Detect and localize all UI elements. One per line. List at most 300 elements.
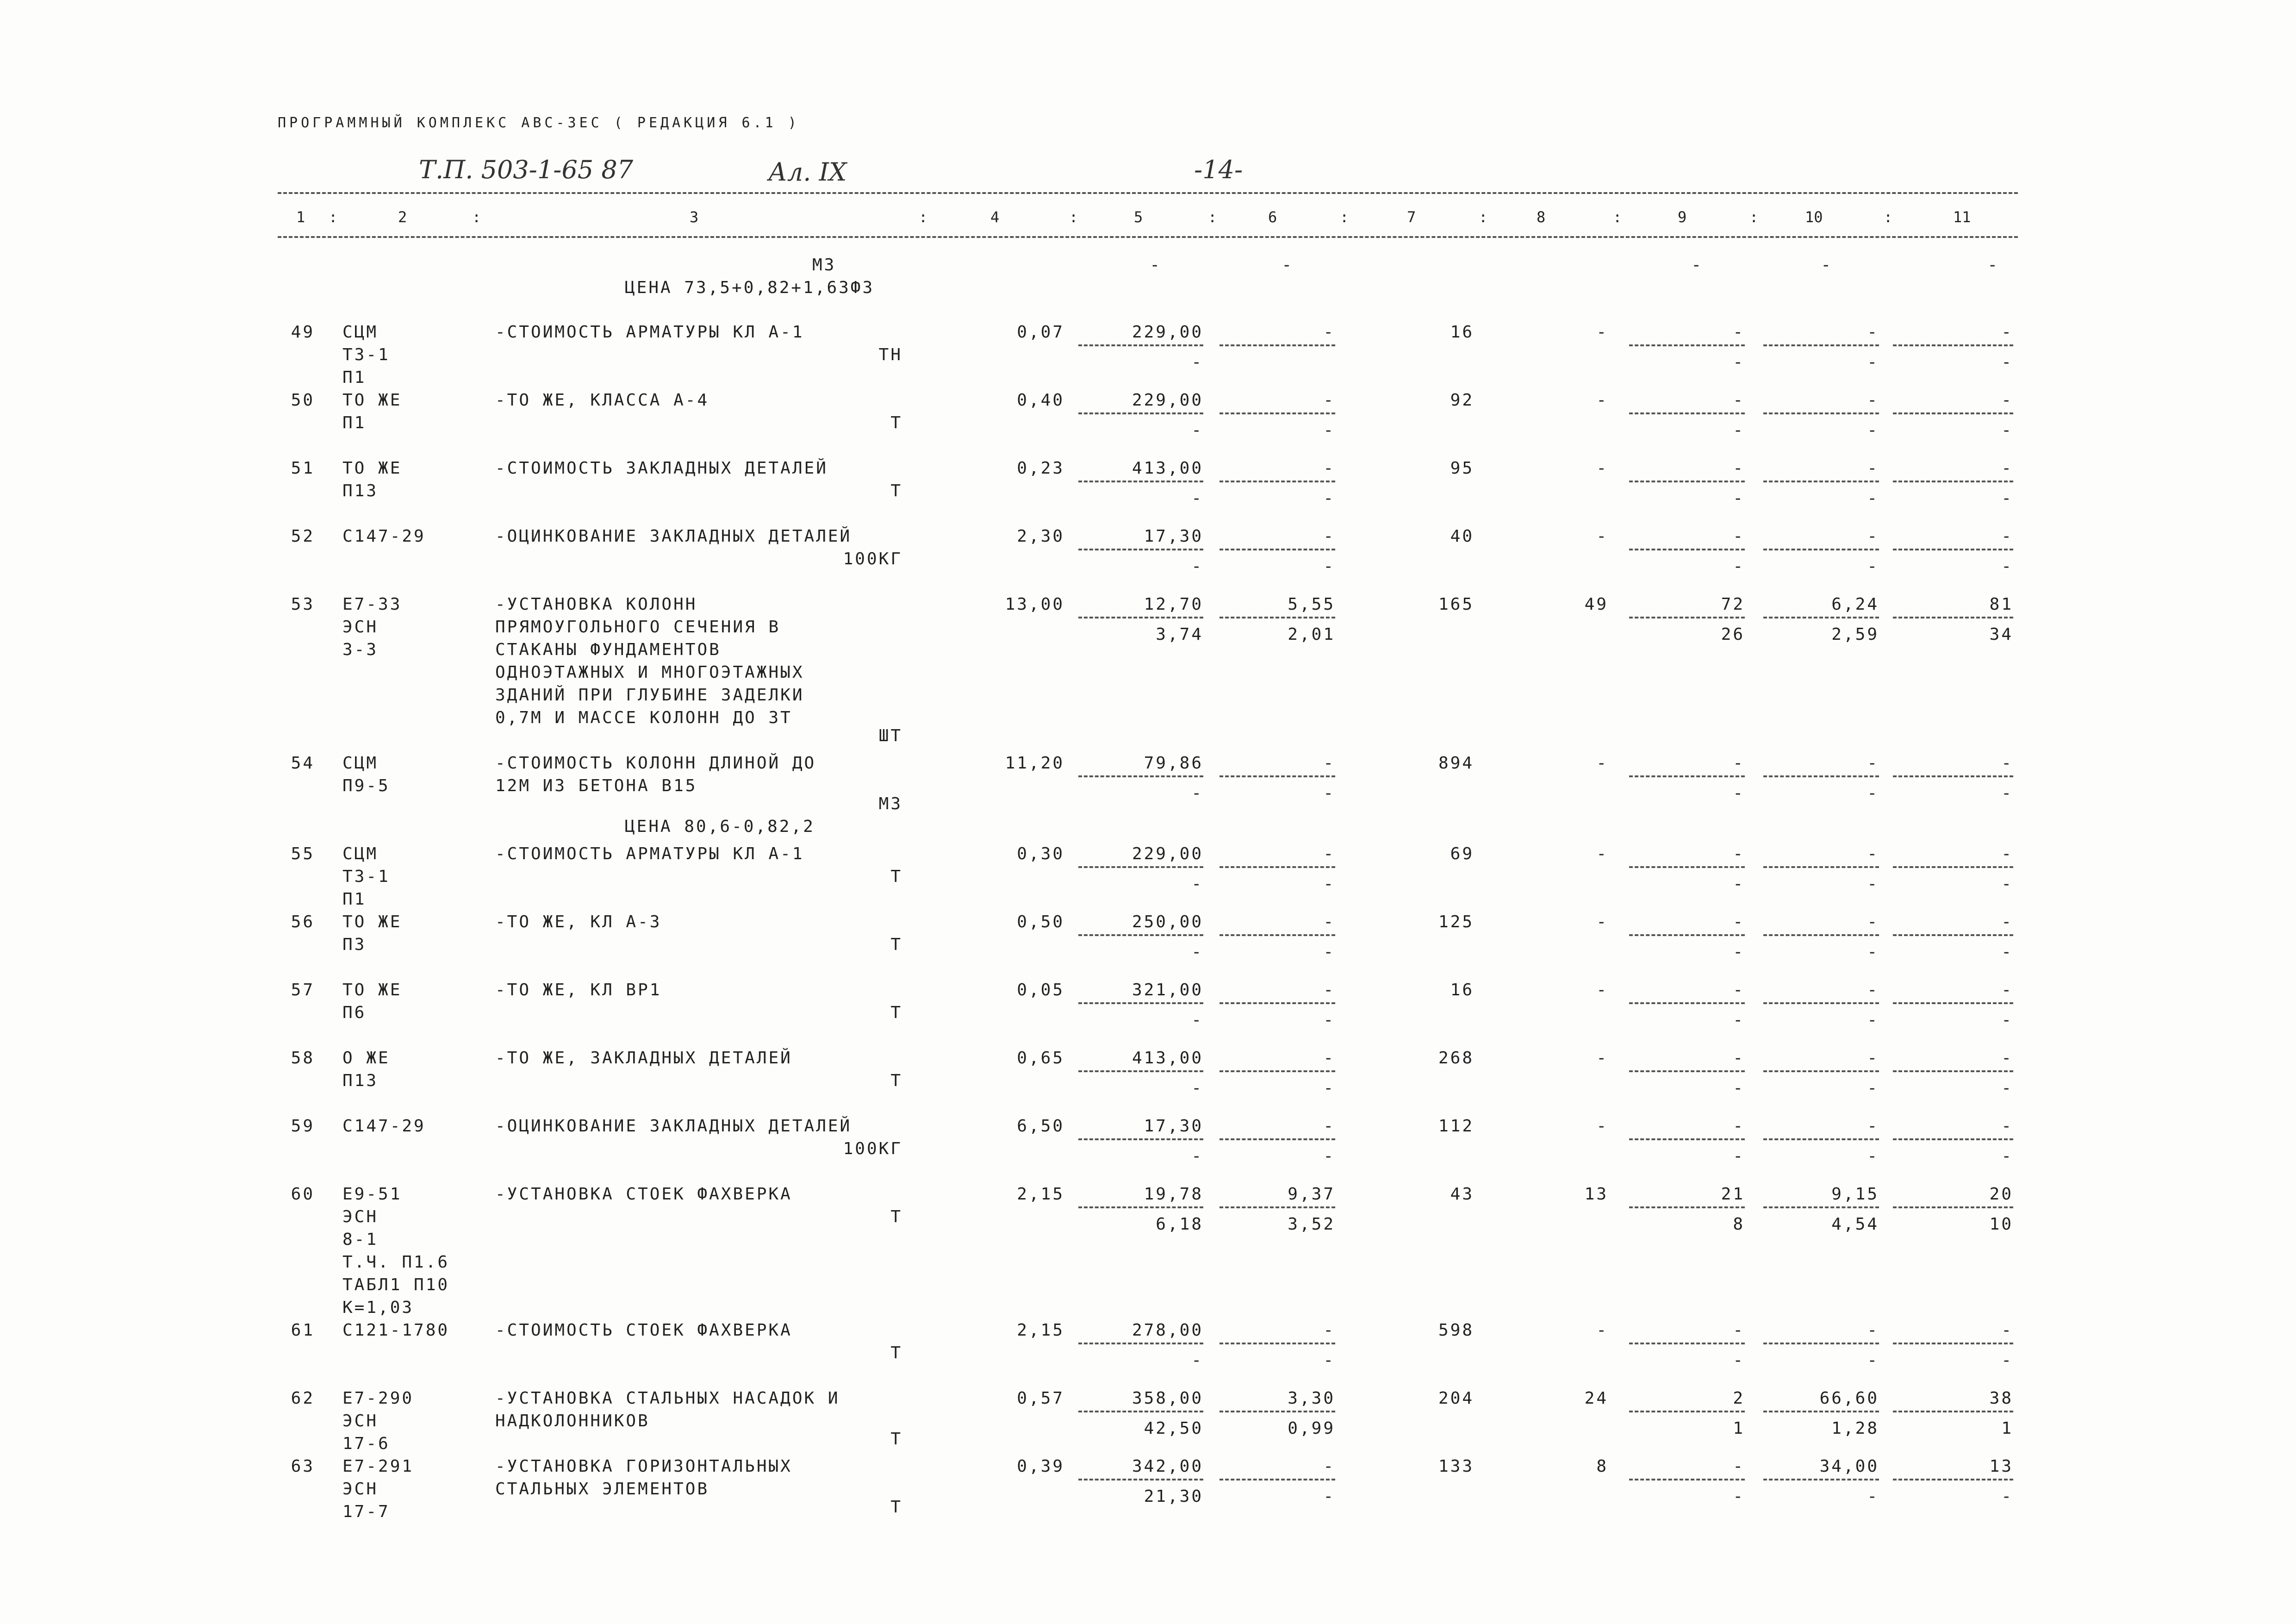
machine-cost-sub: - [1733, 874, 1745, 893]
dashed-rule [1893, 1206, 2013, 1208]
total-cost: 95 [1450, 459, 1474, 478]
labor-unit-sub: - [1867, 1487, 1879, 1506]
dashed-rule [1220, 1479, 1335, 1480]
unit-wage: - [1323, 1321, 1335, 1340]
unit-cost: 342,00 [1132, 1457, 1203, 1476]
column-header-3: 3 [690, 208, 699, 226]
labor-unit: 6,24 [1831, 595, 1879, 614]
rate-code: СЦМ [342, 323, 379, 342]
work-description: -СТОИМОСТЬ КОЛОНН ДЛИНОЙ ДО [495, 754, 816, 773]
rate-code: ТАБЛ1 П10 [342, 1275, 450, 1294]
column-header-9: 9 [1678, 208, 1687, 226]
dashed-rule [1763, 344, 1879, 346]
dashed-rule [1629, 775, 1745, 777]
column-header-11: 11 [1953, 208, 1971, 226]
labor-total: 38 [1989, 1389, 2013, 1408]
carry-unit: М3 [812, 256, 836, 275]
labor-total: 20 [1989, 1185, 2013, 1204]
labor-unit-sub: 1,28 [1831, 1419, 1879, 1438]
dashed-rule [1893, 412, 2013, 414]
unit-cost: 19,78 [1144, 1185, 1203, 1204]
dashed-rule [1763, 866, 1879, 868]
unit-wage-sub: 0,99 [1288, 1419, 1335, 1438]
labor-unit-sub: - [1867, 1011, 1879, 1030]
unit-wage: - [1323, 981, 1335, 999]
labor-unit: - [1867, 844, 1879, 863]
dashed-rule [1629, 549, 1745, 550]
dashed-rule [1078, 1411, 1203, 1412]
rate-code: П9-5 [342, 776, 390, 795]
rate-code: К=1,03 [342, 1298, 414, 1317]
dashed-rule [1629, 481, 1745, 482]
dashed-rule [1220, 934, 1335, 936]
machine-cost-sub: - [1733, 557, 1745, 576]
rate-code: Е7-33 [342, 595, 402, 614]
dashed-rule [1893, 934, 2013, 936]
carry-col11: - [1987, 256, 1999, 275]
machine-cost-sub: - [1733, 1487, 1745, 1506]
total-wage: 13 [1584, 1185, 1608, 1204]
work-description: -УСТАНОВКА ГОРИЗОНТАЛЬНЫХ [495, 1457, 792, 1476]
rate-code: П1 [342, 368, 367, 387]
unit-cost-sub: - [1191, 421, 1203, 440]
dashed-rule [1078, 1343, 1203, 1344]
quantity: 6,50 [1017, 1117, 1064, 1136]
column-separator: : [1884, 208, 1893, 226]
labor-unit-sub: 4,54 [1831, 1215, 1879, 1234]
rate-code: С121-1780 [342, 1321, 450, 1340]
labor-total-sub: - [2001, 784, 2013, 803]
total-wage: - [1596, 1049, 1608, 1068]
total-cost: 894 [1438, 754, 1474, 773]
dashed-rule [1629, 1411, 1745, 1412]
labor-total-sub: - [2001, 421, 2013, 440]
unit-wage-sub: - [1323, 874, 1335, 893]
measure-unit: Т [890, 1498, 902, 1517]
rate-code: ЭСН [342, 618, 379, 637]
total-wage: - [1596, 391, 1608, 410]
labor-total: - [2001, 912, 2013, 931]
rate-code: 3-3 [342, 640, 379, 659]
unit-wage: - [1323, 323, 1335, 342]
total-wage: 24 [1584, 1389, 1608, 1408]
dashed-rule [1220, 1070, 1335, 1072]
rate-code: Е9-51 [342, 1185, 402, 1204]
quantity: 0,30 [1017, 844, 1064, 863]
unit-wage-sub: - [1323, 421, 1335, 440]
quantity: 0,57 [1017, 1389, 1064, 1408]
labor-unit-sub: - [1867, 784, 1879, 803]
machine-cost-sub: 1 [1733, 1419, 1745, 1438]
unit-wage: - [1323, 459, 1335, 478]
machine-cost: 2 [1733, 1389, 1745, 1408]
measure-unit: Т [890, 1207, 902, 1226]
unit-cost-sub: - [1191, 1351, 1203, 1370]
labor-unit-sub: - [1867, 874, 1879, 893]
rate-code: ЭСН [342, 1480, 379, 1499]
dashed-rule [1078, 934, 1203, 936]
row-number: 49 [291, 323, 315, 342]
rate-code: П3 [342, 935, 367, 954]
unit-wage-sub: - [1323, 943, 1335, 962]
rate-code: 17-7 [342, 1502, 390, 1521]
work-description: -ОЦИНКОВАНИЕ ЗАКЛАДНЫХ ДЕТАЛЕЙ [495, 527, 852, 546]
labor-unit-sub: - [1867, 557, 1879, 576]
unit-wage-sub: - [1323, 1351, 1335, 1370]
dashed-rule [1078, 1138, 1203, 1140]
quantity: 0,39 [1017, 1457, 1064, 1476]
unit-cost: 413,00 [1132, 1049, 1203, 1068]
total-wage: 8 [1596, 1457, 1608, 1476]
measure-unit: Т [890, 1003, 902, 1022]
column-header-1: 1 [296, 208, 305, 226]
dashed-rule [1078, 1002, 1203, 1004]
unit-wage-sub: - [1323, 1079, 1335, 1098]
rate-code: С147-29 [342, 527, 426, 546]
unit-cost: 17,30 [1144, 1117, 1203, 1136]
machine-cost: - [1733, 1457, 1745, 1476]
labor-total-sub: 10 [1989, 1215, 2013, 1234]
dashed-rule [1220, 617, 1335, 618]
work-description: ОДНОЭТАЖНЫХ И МНОГОЭТАЖНЫХ [495, 663, 804, 682]
rate-code: П13 [342, 1071, 379, 1090]
unit-cost: 229,00 [1132, 323, 1203, 342]
dashed-rule [1629, 1070, 1745, 1072]
labor-total-sub: - [2001, 874, 2013, 893]
labor-total-sub: - [2001, 557, 2013, 576]
work-description: -СТОИМОСТЬ АРМАТУРЫ КЛ А-1 [495, 323, 804, 342]
labor-unit-sub: - [1867, 1147, 1879, 1166]
rate-code: ТО ЖЕ [342, 981, 402, 999]
labor-unit: - [1867, 459, 1879, 478]
labor-total: - [2001, 844, 2013, 863]
column-separator: : [1613, 208, 1622, 226]
measure-unit: 100КГ [843, 550, 902, 568]
machine-cost: - [1733, 981, 1745, 999]
dashed-rule [1220, 412, 1335, 414]
unit-wage: 3,30 [1288, 1389, 1335, 1408]
row-number: 60 [291, 1185, 315, 1204]
labor-unit: 9,15 [1831, 1185, 1879, 1204]
quantity: 0,05 [1017, 981, 1064, 999]
dashed-rule [1220, 549, 1335, 550]
total-wage: - [1596, 527, 1608, 546]
row-number: 61 [291, 1321, 315, 1340]
labor-unit-sub: - [1867, 353, 1879, 372]
total-cost: 133 [1438, 1457, 1474, 1476]
unit-wage-sub: - [1323, 784, 1335, 803]
labor-total-sub: - [2001, 1351, 2013, 1370]
machine-cost: - [1733, 527, 1745, 546]
work-description: СТАКАНЫ ФУНДАМЕНТОВ [495, 640, 721, 659]
dashed-rule [1078, 481, 1203, 482]
row-number: 54 [291, 754, 315, 773]
machine-cost: - [1733, 912, 1745, 931]
total-wage: - [1596, 981, 1608, 999]
rate-code: 17-6 [342, 1434, 390, 1453]
dashed-rule [1763, 1343, 1879, 1344]
dashed-rule [1629, 617, 1745, 618]
work-description: -ТО ЖЕ, КЛ А-3 [495, 912, 662, 931]
unit-cost: 12,70 [1144, 595, 1203, 614]
document-code: Т.П. 503-1-65 87 [419, 155, 634, 184]
dashed-rule [1078, 1070, 1203, 1072]
dashed-rule [1629, 1206, 1745, 1208]
rate-code: Е7-290 [342, 1389, 414, 1408]
measure-unit: Т [890, 1071, 902, 1090]
labor-total: - [2001, 323, 2013, 342]
column-separator: : [472, 208, 481, 226]
machine-cost: - [1733, 844, 1745, 863]
rate-code: СЦМ [342, 754, 379, 773]
dashed-rule [1763, 549, 1879, 550]
labor-unit-sub: - [1867, 943, 1879, 962]
dashed-rule [1220, 344, 1335, 346]
total-cost: 69 [1450, 844, 1474, 863]
unit-wage: - [1323, 912, 1335, 931]
total-cost: 16 [1450, 323, 1474, 342]
labor-unit-sub: - [1867, 1351, 1879, 1370]
row-number: 58 [291, 1049, 315, 1068]
column-separator: : [919, 208, 928, 226]
carry-col5: - [1150, 256, 1162, 275]
dashed-rule [1893, 1070, 2013, 1072]
unit-wage-sub: - [1323, 1147, 1335, 1166]
dashed-rule [1763, 1070, 1879, 1072]
column-header-4: 4 [990, 208, 1000, 226]
unit-wage-sub: - [1323, 1487, 1335, 1506]
column-header-2: 2 [398, 208, 407, 226]
total-cost: 598 [1438, 1321, 1474, 1340]
total-wage: - [1596, 844, 1608, 863]
unit-wage-sub: - [1323, 489, 1335, 508]
machine-cost: - [1733, 323, 1745, 342]
row-number: 63 [291, 1457, 315, 1476]
rate-code: П13 [342, 481, 379, 500]
labor-total: - [2001, 1049, 2013, 1068]
unit-cost: 79,86 [1144, 754, 1203, 773]
total-wage: - [1596, 1117, 1608, 1136]
dashed-rule [1763, 617, 1879, 618]
total-wage: 49 [1584, 595, 1608, 614]
row-number: 53 [291, 595, 315, 614]
work-description: -УСТАНОВКА КОЛОНН [495, 595, 697, 614]
column-header-10: 10 [1805, 208, 1823, 226]
total-cost: 92 [1450, 391, 1474, 410]
quantity: 2,15 [1017, 1185, 1064, 1204]
measure-unit: Т [890, 1343, 902, 1362]
total-cost: 204 [1438, 1389, 1474, 1408]
dashed-rule [1078, 1479, 1203, 1480]
dashed-rule [1893, 481, 2013, 482]
dashed-rule [1893, 549, 2013, 550]
rate-code: П1 [342, 413, 367, 432]
dashed-rule [1078, 866, 1203, 868]
labor-unit: - [1867, 754, 1879, 773]
unit-wage: 9,37 [1288, 1185, 1335, 1204]
machine-cost-sub: - [1733, 421, 1745, 440]
labor-unit-sub: 2,59 [1831, 625, 1879, 644]
machine-cost: - [1733, 754, 1745, 773]
unit-cost-sub: - [1191, 1011, 1203, 1030]
labor-unit: 34,00 [1819, 1457, 1879, 1476]
machine-cost-sub: - [1733, 1351, 1745, 1370]
row-number: 56 [291, 912, 315, 931]
dashed-rule [1893, 617, 2013, 618]
unit-cost: 229,00 [1132, 844, 1203, 863]
labor-unit: - [1867, 1049, 1879, 1068]
measure-unit: М3 [878, 794, 902, 813]
machine-cost-sub: - [1733, 1011, 1745, 1030]
row-number: 57 [291, 981, 315, 999]
work-description: -СТОИМОСТЬ АРМАТУРЫ КЛ А-1 [495, 844, 804, 863]
total-cost: 16 [1450, 981, 1474, 999]
quantity: 0,07 [1017, 323, 1064, 342]
dashed-rule [1220, 481, 1335, 482]
unit-cost-sub: - [1191, 557, 1203, 576]
dashed-rule [1763, 1411, 1879, 1412]
labor-total-sub: - [2001, 1079, 2013, 1098]
machine-cost: - [1733, 1117, 1745, 1136]
rate-code: С147-29 [342, 1117, 426, 1136]
dashed-rule [1629, 1138, 1745, 1140]
dashed-rule [1893, 1138, 2013, 1140]
dashed-rule [1629, 1479, 1745, 1480]
unit-cost-sub: 3,74 [1156, 625, 1203, 644]
carry-col10: - [1821, 256, 1833, 275]
dashed-rule [1893, 1479, 2013, 1480]
labor-total-sub: - [2001, 1011, 2013, 1030]
dashed-rule [1220, 866, 1335, 868]
unit-cost: 358,00 [1132, 1389, 1203, 1408]
unit-cost-sub: 6,18 [1156, 1215, 1203, 1234]
dashed-rule [1763, 1138, 1879, 1140]
total-wage: - [1596, 323, 1608, 342]
labor-total: - [2001, 981, 2013, 999]
column-separator: : [1340, 208, 1349, 226]
dashed-rule [1763, 934, 1879, 936]
labor-total: 81 [1989, 595, 2013, 614]
labor-total: - [2001, 527, 2013, 546]
machine-cost: - [1733, 391, 1745, 410]
labor-total: - [2001, 1117, 2013, 1136]
carry-price: ЦЕНА 73,5+0,82+1,63Ф3 [625, 278, 875, 297]
column-separator: : [329, 208, 338, 226]
machine-cost-sub: - [1733, 1147, 1745, 1166]
labor-total: - [2001, 1321, 2013, 1340]
unit-wage: - [1323, 1117, 1335, 1136]
dashed-rule [1078, 1206, 1203, 1208]
measure-unit: Т [890, 481, 902, 500]
dashed-rule [1220, 1343, 1335, 1344]
dashed-rule [1220, 1002, 1335, 1004]
dashed-rule [1893, 866, 2013, 868]
labor-unit-sub: - [1867, 421, 1879, 440]
work-description: ПРЯМОУГОЛЬНОГО СЕЧЕНИЯ В [495, 618, 781, 637]
dashed-rule [1078, 775, 1203, 777]
unit-wage: - [1323, 754, 1335, 773]
unit-wage: - [1323, 391, 1335, 410]
unit-cost: 321,00 [1132, 981, 1203, 999]
rate-code: Т3-1 [342, 345, 390, 364]
measure-unit: Т [890, 867, 902, 886]
total-wage: - [1596, 1321, 1608, 1340]
dashed-rule [1763, 775, 1879, 777]
labor-total-sub: - [2001, 943, 2013, 962]
dashed-rule [1078, 412, 1203, 414]
dashed-rule [1763, 1479, 1879, 1480]
unit-cost: 413,00 [1132, 459, 1203, 478]
rate-code: О ЖЕ [342, 1049, 390, 1068]
dashed-rule [1220, 1411, 1335, 1412]
rate-code: ТО ЖЕ [342, 912, 402, 931]
dashed-rule [1763, 481, 1879, 482]
machine-cost-sub: - [1733, 943, 1745, 962]
dashed-rule [1763, 1206, 1879, 1208]
labor-unit: - [1867, 391, 1879, 410]
dashed-rule [1629, 344, 1745, 346]
measure-unit: Т [890, 413, 902, 432]
unit-cost-sub: - [1191, 1147, 1203, 1166]
rate-code: Т3-1 [342, 867, 390, 886]
column-header-8: 8 [1537, 208, 1546, 226]
work-description: -ОЦИНКОВАНИЕ ЗАКЛАДНЫХ ДЕТАЛЕЙ [495, 1117, 852, 1136]
unit-cost: 17,30 [1144, 527, 1203, 546]
rate-code: П1 [342, 890, 367, 909]
dashed-rule [1078, 617, 1203, 618]
dashed-rule [1629, 1002, 1745, 1004]
row-number: 59 [291, 1117, 315, 1136]
dashed-rule [1220, 775, 1335, 777]
unit-cost-sub: 42,50 [1144, 1419, 1203, 1438]
dashed-rule [1220, 1138, 1335, 1140]
machine-cost: - [1733, 1321, 1745, 1340]
dashed-rule [1629, 1343, 1745, 1344]
labor-unit: - [1867, 1117, 1879, 1136]
machine-cost-sub: 8 [1733, 1215, 1745, 1234]
total-wage: - [1596, 459, 1608, 478]
row-number: 50 [291, 391, 315, 410]
quantity: 13,00 [1005, 595, 1064, 614]
work-description: -УСТАНОВКА СТОЕК ФАХВЕРКА [495, 1185, 792, 1204]
labor-total-sub: 1 [2001, 1419, 2013, 1438]
machine-cost-sub: - [1733, 784, 1745, 803]
work-description: -ТО ЖЕ, КЛ ВР1 [495, 981, 662, 999]
quantity: 2,15 [1017, 1321, 1064, 1340]
labor-total-sub: 34 [1989, 625, 2013, 644]
dashed-rule [1629, 412, 1745, 414]
unit-cost: 229,00 [1132, 391, 1203, 410]
labor-total: - [2001, 754, 2013, 773]
work-description: СТАЛЬНЫХ ЭЛЕМЕНТОВ [495, 1480, 709, 1499]
unit-cost: 278,00 [1132, 1321, 1203, 1340]
unit-wage-sub: - [1323, 557, 1335, 576]
measure-unit: ШТ [878, 726, 902, 745]
rate-code: Е7-291 [342, 1457, 414, 1476]
machine-cost-sub: 26 [1721, 625, 1745, 644]
labor-total: - [2001, 391, 2013, 410]
quantity: 0,65 [1017, 1049, 1064, 1068]
unit-cost-sub: - [1191, 874, 1203, 893]
dashed-rule [1893, 344, 2013, 346]
row-number: 51 [291, 459, 315, 478]
unit-wage: - [1323, 1457, 1335, 1476]
machine-cost-sub: - [1733, 489, 1745, 508]
dashed-rule [1629, 866, 1745, 868]
labor-total: - [2001, 459, 2013, 478]
rate-code: ТО ЖЕ [342, 459, 402, 478]
dashed-rule [1763, 412, 1879, 414]
